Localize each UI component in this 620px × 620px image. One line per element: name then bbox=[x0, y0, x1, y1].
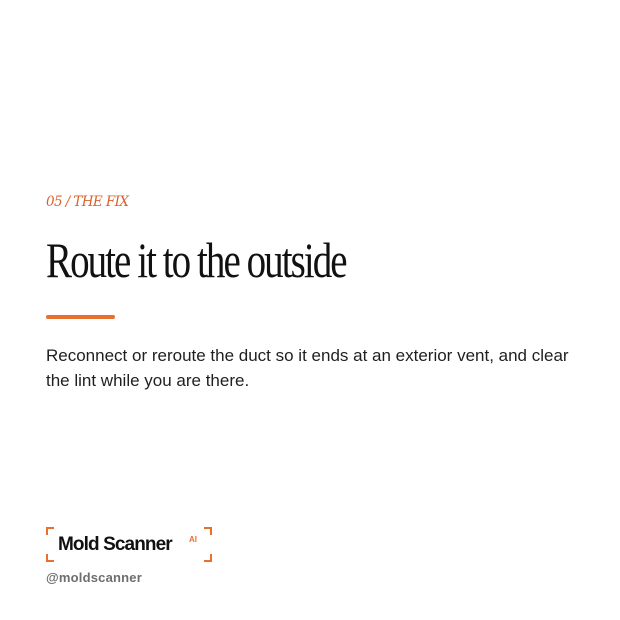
mold-scanner-logo bbox=[46, 527, 212, 562]
logo-ai-mark: AI bbox=[189, 535, 197, 544]
logo-wordmark: Mold Scanner bbox=[58, 534, 172, 555]
slide-title: Route it to the outside bbox=[46, 232, 346, 288]
logo-corner-bracket-icon bbox=[204, 527, 212, 535]
logo-corner-bracket-icon bbox=[204, 554, 212, 562]
logo-corner-bracket-icon bbox=[46, 554, 54, 562]
logo-corner-bracket-icon bbox=[46, 527, 54, 535]
social-handle: @moldscanner bbox=[46, 570, 142, 585]
slide-body: Reconnect or reroute the duct so it ends at an exterior vent, and clear the lint while you are there. bbox=[46, 346, 569, 390]
section-eyebrow: 05 / THE FIX bbox=[46, 194, 129, 210]
accent-divider bbox=[46, 315, 115, 319]
